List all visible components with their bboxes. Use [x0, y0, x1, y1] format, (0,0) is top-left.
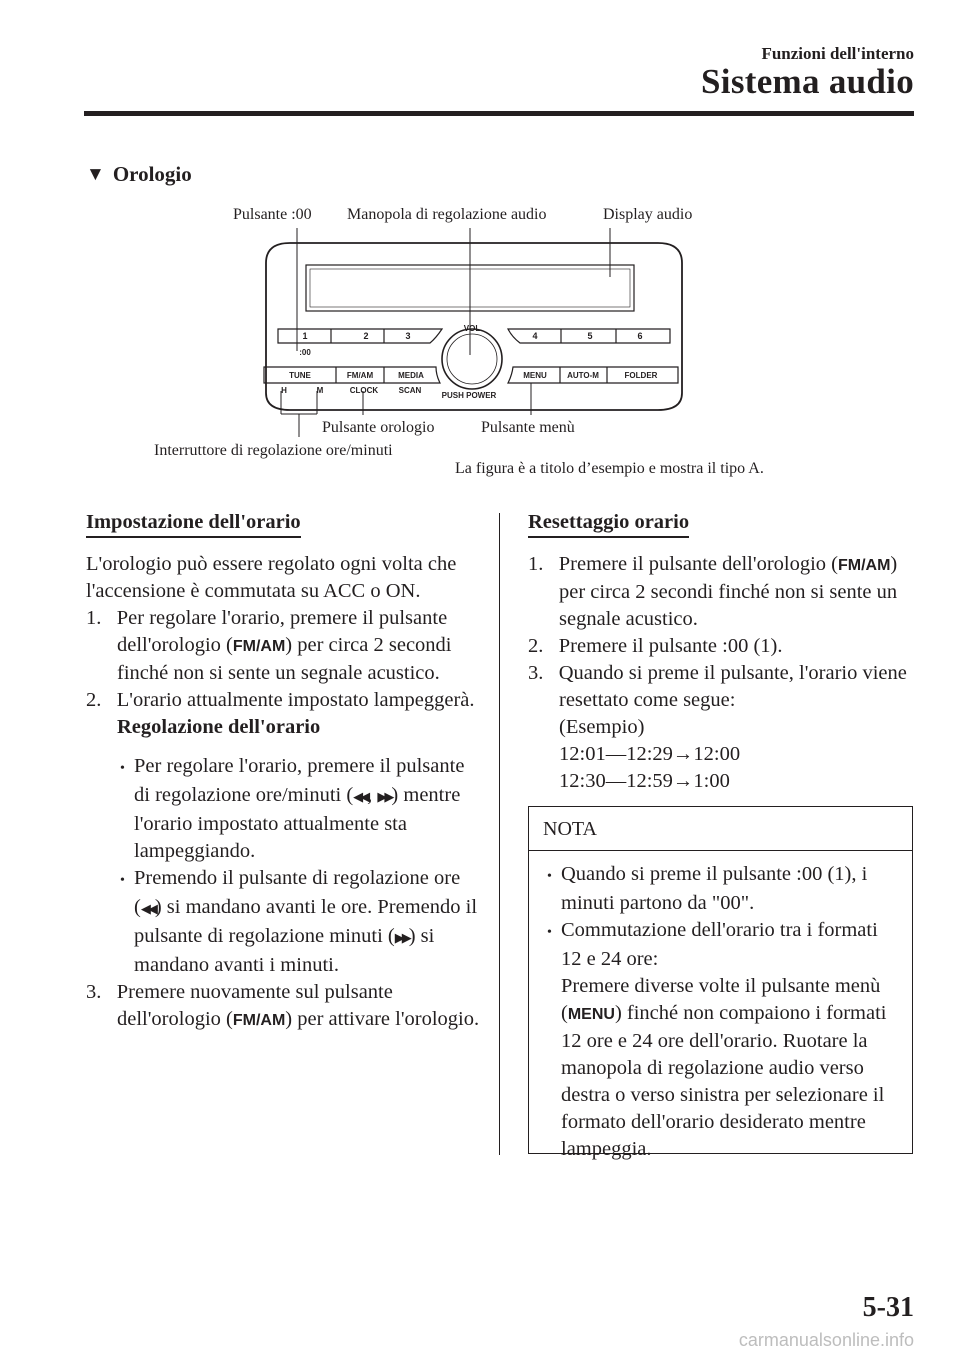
- label-clock-button: Pulsante orologio: [322, 419, 435, 436]
- section-heading: [86, 162, 192, 187]
- menu-button-glyph: MENU: [567, 1006, 615, 1023]
- watermark: carmanualsonline.info: [738, 1330, 914, 1350]
- skip-back-icon: ◀◀: [353, 790, 368, 805]
- bullet-icon: •: [547, 925, 552, 940]
- step-2: 2. L'orario attualmente impostato lampeggerà.: [86, 689, 475, 711]
- preset-3: 3: [405, 331, 411, 341]
- heading-time-reset: Resettaggio orario: [528, 510, 689, 538]
- page-number: 5-31: [862, 1292, 914, 1323]
- skip-forward-icon: ▶▶: [377, 790, 392, 805]
- step-3: 3. Premere nuovamente sul pulsante dell'orologio (FM/AM) per attivare l'orologio.: [86, 981, 480, 1030]
- note-bullet-2-detail: Premere diverse volte il pulsante menù (MENU) finché non compaiono i formati 12 ore e 24 ore dell'orario. Ruotare la manopola di regolazione audio verso destra o verso sinistra per selezionare il formato dell'orario desiderato mentre lampeggia.: [561, 975, 887, 1160]
- bullet-icon: •: [547, 869, 552, 884]
- section-heading-text: Orologio: [112, 162, 192, 186]
- preset-6: 6: [637, 331, 643, 341]
- skip-back-icon: ◀◀: [140, 902, 155, 917]
- fmam-button-glyph: FM/AM: [232, 1012, 286, 1029]
- autom-label: AUTO-M: [567, 371, 599, 380]
- m-label: M: [316, 386, 324, 395]
- example-label: (Esempio): [559, 716, 645, 738]
- label-button-00: Pulsante :00: [233, 206, 312, 223]
- media-label: MEDIA: [398, 371, 424, 380]
- vol-label: VOL: [463, 324, 481, 333]
- fmam-button-glyph: FM/AM: [232, 638, 286, 655]
- reset-step-3: 3. Quando si preme il pulsante, l'orario viene resettato come segue:: [528, 662, 907, 711]
- heading-time-setting: Impostazione dell'orario: [86, 510, 301, 538]
- reset-step-1: 1. Premere il pulsante dell'orologio (FM/AM) per circa 2 secondi finché non si sente un segnale acustico.: [528, 553, 898, 630]
- bullet-icon: •: [120, 761, 125, 776]
- intro-paragraph: L'orologio può essere regolato ogni volta che l'accensione è commutata su ACC o ON.: [86, 553, 457, 602]
- header-rule: [84, 111, 914, 116]
- note-bullet-1: • Quando si preme il pulsante :00 (1), i minuti partono da "00".: [547, 863, 868, 914]
- column-divider: [499, 513, 500, 1155]
- menu-label: MENU: [523, 371, 547, 380]
- reset-step-2: 2. Premere il pulsante :00 (1).: [528, 635, 783, 657]
- preset-4: 4: [532, 331, 538, 341]
- note-bullet-2: • Commutazione dell'orario tra i formati 12 e 24 ore:: [547, 919, 878, 970]
- preset-2: 2: [363, 331, 369, 341]
- left-column: [86, 509, 481, 1034]
- example-line-1: 12:01―12:29→12:00: [559, 743, 741, 765]
- folder-label: FOLDER: [624, 371, 658, 380]
- preset-5: 5: [587, 331, 593, 341]
- bullet-adjust-1: • Per regolare l'orario, premere il pulsante di regolazione ore/minuti (◀◀, ▶▶) mentre l'orario impostato attualmente sta lampeggiando.: [120, 755, 465, 862]
- bullet-adjust-2: • Premendo il pulsante di regolazione ore (◀◀) si mandano avanti le ore. Premendo il pulsante di regolazione minuti (▶▶) si mandano avanti i minuti.: [120, 867, 478, 976]
- label-audio-knob: Manopola di regolazione audio: [347, 206, 547, 223]
- right-column: [528, 509, 913, 795]
- bullet-icon: •: [120, 873, 125, 888]
- clock-label: CLOCK: [349, 386, 379, 395]
- scan-label: SCAN: [398, 386, 422, 395]
- skip-forward-icon: ▶▶: [394, 931, 409, 946]
- example-line-2: 12:30―12:59→1:00: [559, 770, 730, 792]
- fmam-label: FM/AM: [346, 371, 374, 380]
- page-title: Sistema audio: [701, 62, 914, 101]
- label-menu-button: Pulsante menù: [481, 419, 575, 436]
- step-1: 1. Per regolare l'orario, premere il pulsante dell'orologio (FM/AM) per circa 2 secondi finché non si sente un segnale acustico.: [86, 607, 452, 684]
- button-00-label: :00: [299, 348, 311, 357]
- triangle-icon: ▼: [86, 163, 105, 185]
- tune-label: TUNE: [289, 371, 311, 380]
- push-power-label: PUSH POWER: [441, 391, 497, 400]
- figure-caption: La figura è a titolo d’esempio e mostra il tipo A.: [455, 460, 764, 477]
- subheading-time-adjust: Regolazione dell'orario: [117, 716, 321, 738]
- note-title: NOTA: [529, 807, 912, 851]
- audio-knob: [442, 329, 502, 389]
- label-audio-display: Display audio: [603, 206, 693, 223]
- preset-1: 1: [302, 331, 308, 341]
- h-label: H: [281, 386, 287, 395]
- chapter-title: Funzioni dell'interno: [761, 44, 914, 63]
- note-box: [528, 806, 913, 1160]
- fmam-button-glyph: FM/AM: [837, 557, 891, 574]
- label-hour-minute-switch: Interruttore di regolazione ore/minuti: [154, 442, 393, 459]
